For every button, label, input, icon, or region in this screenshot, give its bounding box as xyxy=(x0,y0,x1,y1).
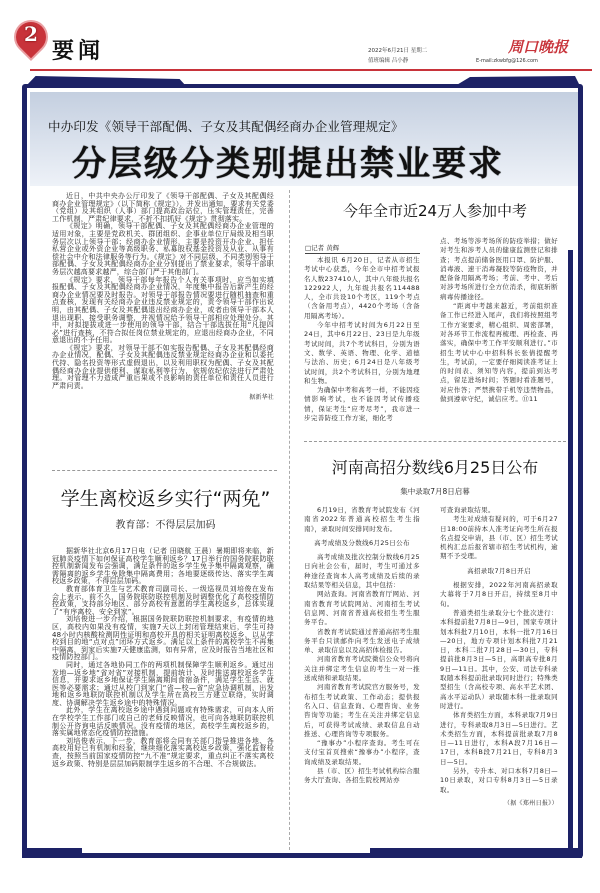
gaokao-col-1 xyxy=(304,506,420,836)
gaokao-headline: 河南高招分数线6月25日公布 xyxy=(331,458,539,477)
paragraph: 可查询录取结果。 xyxy=(440,506,495,514)
paragraph: 《规定》要求，对领导干部不如实报告配偶、子女及其配偶经商办企业情况，配偶、子女及其配偶违反禁业规定经商办企业和以委托代持、隐名投资等形式虚假退出，以及利用职权为配偶、子女及其配偶经商办企业提供便利、谋取私利等行为，依规依纪依法进行严肃处理。对管理不力造成严重后果或不良影响的责任单位和责任人员进行严肃问责。 xyxy=(52,343,274,390)
paragraph: 县（市、区）招生考试机构综合服务大厅查询、各招生院校网站亦 xyxy=(304,767,420,785)
article-source: （据《郑州日报》） xyxy=(503,799,558,807)
newspaper-logo: 周口晚报 xyxy=(508,38,569,56)
page-number: 2 xyxy=(24,22,38,46)
header-rule xyxy=(30,69,592,71)
paragraph: 为确保中考和高考一样，不能因疫情影响考试，也不能因考试传播疫情，保证考生“应考尽考”，我市进一步完善防疫工作方案，细化考 xyxy=(304,386,420,423)
paragraph: 体育类招生方面，本科录取7月9日进行，专科录取8月3日—5日进行。艺术类招生方面，本科提前批录取7月8日—11日进行，本科A段7月16日—17日，本科B段7月21日，专科8月3日—5日。 xyxy=(440,711,558,766)
byline: □记者 黄辉 xyxy=(305,243,420,254)
gaokao-col-2 xyxy=(440,506,558,808)
paragraph: 网站查询。河南省教育厅网站、河南省教育考试院网站、河南招生考试信息网、河南省普通高校招生考生服务平台。 xyxy=(304,590,420,627)
issue-date: 2022年6月21日 星期二 xyxy=(368,48,428,54)
paragraph: 河南省教育考试院微信公众号将向关注并绑定考生信息的考生一对一推送成绩和录取结果。 xyxy=(304,655,420,683)
frame-accent-bottom-left xyxy=(22,848,82,858)
paragraph: “距离中考越来越近，考前组织准备工作已经进入尾声，我们将按照组考工作方案要求，精心组织、周密部署，对各环节工作流程再梳理、再检查、再落实，确保中考工作平安顺利进行。”市招生考试中心中招科科长张倩提醒考生，考试前，一定要仔细阅读准考证上的时间表、须知等内容，提前到达考点，留足进场时间；答题时看准题号，对应作答；严禁携带手机等违禁物品，做到遵章守纪，诚信应考。⑪11 xyxy=(440,302,558,404)
paragraph: 高考成绩及批次控制分数线6月25日向社会公布，届时，考生可通过多种途径查询本人高考成绩及后续的录取结果等相关信息，其中包括： xyxy=(304,553,420,590)
students-headline: 学生离校返乡实行“两免” xyxy=(60,488,271,510)
zhongkao-headline: 今年全市近24万人参加中考 xyxy=(342,202,528,220)
paragraph: 近日，中共中央办公厅印发了《领导干部配偶、子女及其配偶经商办企业管理规定》（以下简称《规定》），并发出通知，要求有关党委（党组）及其组织（人事）部门提高政治站位，压实管理责任，完善工作机制，严肃纪律要求，不折不扣抓好《规定》贯彻落实。 xyxy=(52,192,274,223)
paragraph: 普通类招生录取分七个批次进行：本科提前批7月8日—9日，国家专项计划本科批7月10日，本科一批7月16日—20日，地方专项计划本科批7月21日，本科二批7月28日—30日，专科提前批8月3日—5日，高职高专批8月9日—11日。其中，公安、司法专科录取随本科提前批录取同时进行；特殊类型招生（含高校专项、高水平艺术团、高水平运动队）录取随本科一批录取同时进行。 xyxy=(440,608,558,710)
section-title: 要闻 xyxy=(52,38,105,64)
paragraph: 河南省教育考试院官方服务号，发布招生考试政策、工作动态；提供报名入口、信息查询、心理咨询、业务咨询等功能；考生在关注并绑定信息后，可获得考试成绩、录取信息自动推送、心理咨询等专项服务。 xyxy=(304,683,420,738)
paragraph: 6月19日，省教育考试院发布《河南省2022年普通高校招生考生指南》，录取时间安排同时发布。 xyxy=(304,506,420,533)
paragraph: 点、考场等涉考场所的防疫举措；做好对考生和涉考人员的健康监测登记和排查；考点提前储备医用口罩、防护服、消毒液、速干消毒凝胶等防疫物资，并配备备用隔离考场；考前、考中、考后对涉考场所进行全方位消杀，彻底斩断病毒传播途径。 xyxy=(440,237,558,301)
paragraph: 本报讯 6月20日，记者从市招生考试中心获悉，今年全市中招考试报名人数237410人，其中八年级共报名122922人，九年级共报名114488人，全市共设10个考区，119个考点（含备用考点），4420个考场（含备用隔离考场）。 xyxy=(304,256,420,320)
paragraph: 《规定》明确，领导干部配偶、子女及其配偶经商办企业管理的适用对象，主要是党政机关、群团组织、企事业单位厅局级及相当职务层次以上领导干部；经商办企业情形，主要是投资开办企业、担任私营企业或外资企业等高级职务、私募股权基金投资及从业、从事有偿社会中介和法律服务等行为。《规定》对不同层级、不同类别领导干部配偶、子女及其配偶经商办企业分别提出了禁业要求，领导干部职务层次越高要求越严，综合部门严于其他部门。 xyxy=(52,222,274,276)
paragraph: 据新华社北京6月17日电（记者 田晓航 王晨）暑期即将来临，新冠肺炎疫情下如何保证高校学生顺利返乡？17日举行的国务院联防联控机制新闻发布会强调，满足条件的返乡学生免予集中隔离观察，确需隔离的返乡学生免除集中隔离费用；各地要逐级传达、落实学生离校返乡政策，不得层层加码。 xyxy=(52,547,274,586)
paragraph: 教育部体育卫生与艺术教育司副司长、一级巡视员刘培俊在发布会上表示，前不久，国务院联防联控机制及时调整优化了高校疫情防控政策，支持部分地区、部分高校有意愿的学生离校返乡，总体实现了“有序离校、安全到家”。 xyxy=(52,584,274,616)
frame-accent-bottom xyxy=(370,848,582,858)
zhongkao-col-2 xyxy=(440,237,558,404)
paragraph: 根据安排，2022年河南高招录取大幕将于7月8日开启，持续至8月中旬。 xyxy=(440,581,558,608)
gaokao-subhead: 集中录取7月8日启幕 xyxy=(400,487,470,496)
paragraph: 此外，学生在离校返乡途中遇到问题或有特殊需求，可向本人所在学校学生工作部门或自己的老师反映情况，也可向各地联防联控机制公开咨询电话反映情况。没有疫情的地区，高校学生离校返乡的，落实属地常态化疫情防控措施。 xyxy=(52,706,274,738)
section-subhead: 高招录取7月8日开启 xyxy=(467,566,531,575)
editor-credit: 值班编辑 吕小静 xyxy=(368,58,409,64)
paragraph: 刘培俊表示，下一步，教育部将会同有关部门指导推进各地、各高校用好已有机制和经验，继续细化落实离校返乡政策，强化监督检查，按照当前国家疫情防控“九不准”规定要求，重点纠正不落实离校返乡政策、特别是层层加码限制学生返乡的不合理、不合规做法。 xyxy=(52,736,274,768)
paragraph: 另外，专升本、对口本科7月8日—10日录取，对口专科8月3日—5日录取。 xyxy=(440,767,558,794)
zhongkao-col-1 xyxy=(304,256,420,438)
paragraph: 同时，通过各地协同工作的两项机制保障学生顺利返乡。通过出发地—返乡地“省对省”对接机制，提前统计、及时推送离校返乡学生信息，并要求返乡地保证学生隔离期间食宿条件，满足学生生活、就医等必要需求；通过从校门到家门“省—校—省”应急协调机制，出发地和返乡地联防联控机制以及学生所在高校三方建立联络，实时调度、协调解决学生返乡途中的特殊情况。 xyxy=(52,660,274,707)
students-article-body xyxy=(52,548,274,768)
lead-headline: 分层级分类别提出禁业要求 xyxy=(72,144,504,184)
column-separator xyxy=(289,190,290,850)
paragraph: 《规定》要求，领导干部每年报告个人有关事项时，应当如实填报配偶、子女及其配偶经商办企业情况，年度集中报告后新产生的经商办企业情况要及时报告。对领导干部报告情况要进行随机抽查和重点查核，发现有关经商办企业违反禁业规定的，责令领导干部作出说明，由其配偶、子女及其配偶退出经商办企业，或者由领导干部本人退出现职、接受职务调整，并视情况给予领导干部相应处理处分。其中，对拟提拔或进一步使用的领导干部，结合干部选拔任用“凡提四必”进行查核，不符合拟任岗位禁业规定的，应退出经商办企业，不同意退出的不予任用。 xyxy=(52,275,274,345)
divider xyxy=(304,441,566,442)
frame-accent-right xyxy=(568,250,573,850)
divider xyxy=(52,470,277,471)
paragraph: “豫事办”小程序查询。考生可在支付宝首页搜索“豫事办”小程序，查询成绩及录取结果。 xyxy=(304,739,420,766)
paragraph: 刘培俊进一步介绍，根据国务院联防联控机制要求，有疫情的地区，高校内如果没有疫情，实施7天以上封闭管理结束后，学生可持48小时内核酸检测阴性证明和高校开具的相关证明离校返乡，以从学校到目的地“点对点”闭环方式返乡。满足以上条件的离校学生不再集中隔离，到家后实施7天健康监测，如有异常，应及时报告当地社区和疫情防控部门。 xyxy=(52,615,274,662)
students-subhead: 教育部：不得层层加码 xyxy=(115,520,216,531)
paragraph: 省教育考试院通过普通高招考生服务平台只读邮件向考生发送电子成绩单、录取信息以及高招体检报告。 xyxy=(304,627,420,655)
lead-article-body xyxy=(52,193,274,402)
lead-kicker: 中办印发《领导干部配偶、子女及其配偶经商办企业管理规定》 xyxy=(48,119,404,134)
paragraph: 今年中招考试时间为6月22日至24日，其中6月22日、23日是九年级考试时间，共7个考试科目，分别为语文、数学、英语、物理、化学、道德与法治、历史；6月24日是八年级考试时间，共2个考试科目，分别为地理和生物。 xyxy=(304,321,420,385)
contact-email: E-mail:zkwbfg@126.com xyxy=(476,58,538,64)
section-subhead: 高考成绩及分数线6月25日公布 xyxy=(314,538,410,547)
paragraph: 考生对成绩有疑问的，可于6月27日18:00前持本人准考证向考生所在报名点提交申请，县（市、区）招生考试机构汇总后报省辖市招生考试机构，逾期不予受理。 xyxy=(440,515,558,561)
article-source: 据新华社 xyxy=(249,394,274,402)
